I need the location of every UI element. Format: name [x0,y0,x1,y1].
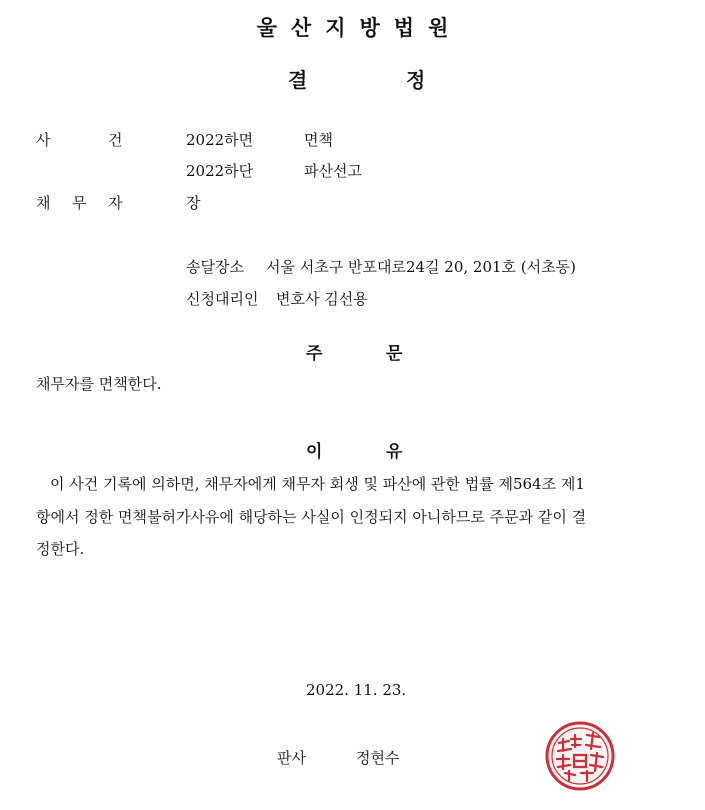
case-number-1: 2022하면 [186,131,254,149]
court-name: 울산지방법원 [256,16,463,40]
document-type-char-1: 결 [288,68,308,92]
reasons-line-1: 이 사건 기록에 의하면, 채무자에게 채무자 회생 및 파산에 관한 법률 제564조 제1 [50,475,585,493]
case-number-2: 2022하단 [186,162,254,180]
order-text: 채무자를 면책한다. [36,375,162,393]
judge-title: 판사 [277,749,306,767]
case-label-char-1: 사 [36,131,51,149]
case-name-1: 면책 [304,131,333,149]
case-name-2: 파산선고 [304,162,362,180]
reasons-line-3: 정한다. [36,540,85,558]
reasons-line-2: 항에서 정한 면책불허가사유에 해당하는 사실이 인정되지 아니하므로 주문과 같이 결 [36,508,587,526]
agent-label: 신청대리인 [186,290,259,308]
order-heading-char-2: 문 [386,344,403,364]
debtor-label-char-3: 자 [108,194,123,212]
order-heading-char-1: 주 [306,344,323,364]
reasons-heading-char-1: 이 [306,442,323,462]
delivery-address: 서울 서초구 반포대로24길 20, 201호 (서초동) [266,258,576,276]
decision-date: 2022. 11. 23. [306,681,407,699]
case-label-char-2: 건 [108,131,123,149]
agent-name: 변호사 김선용 [276,290,368,308]
debtor-name: 장 [186,194,201,212]
court-seal-icon [545,721,615,791]
delivery-label: 송달장소 [186,258,244,276]
judge-name: 정현수 [356,749,400,767]
debtor-label-char-1: 채 [36,194,51,212]
reasons-heading-char-2: 유 [386,442,403,462]
debtor-label-char-2: 무 [72,194,87,212]
document-type-char-2: 정 [406,68,426,92]
